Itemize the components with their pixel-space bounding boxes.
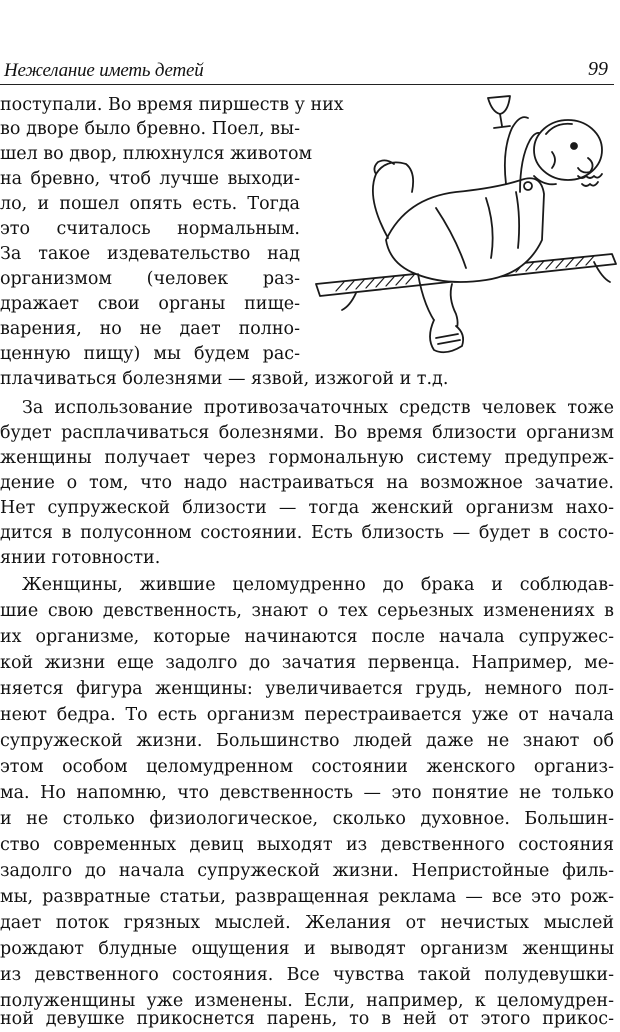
- text-line: будет расплачиваться болезнями. Во время близости организм: [0, 423, 614, 443]
- header-divider: [0, 84, 614, 85]
- text-line: это считалось нормальным.: [0, 219, 300, 239]
- text-line: ценную пищу) мы будем рас-: [0, 344, 300, 364]
- text-line: варения, но не дает полно-: [0, 319, 300, 339]
- text-line: во дворе было бревно. Поел, вы-: [0, 119, 300, 139]
- text-line: дает поток грязных мыслей. Желания от нечистых мыслей: [0, 913, 614, 933]
- text-line: шие свою девственность, знают о тех серьезных изменениях в: [0, 601, 614, 621]
- text-line: За такое издевательство над: [0, 244, 300, 264]
- text-line: ной девушке прикоснется парень, то в ней от этого прикос-: [0, 1009, 614, 1029]
- page-number: 99: [588, 58, 608, 80]
- text-line: и не столько физиологическое, сколько духовное. Большин-: [0, 809, 614, 829]
- text-line: ма. Но напомню, что девственность — это понятие не только: [0, 783, 614, 803]
- text-line: поступали. Во время пиршеств у них: [0, 95, 344, 115]
- text-line: плачиваться болезнями — язвой, изжогой и т.д.: [0, 369, 449, 389]
- text-line: янии готовности.: [0, 548, 161, 568]
- text-line: полуженщины уже изменены. Если, например, к целомудрен-: [0, 991, 614, 1011]
- text-line: рождают блудные ощущения и выводят организм женщины: [0, 939, 614, 959]
- reclining-man-drinking-illustration: [306, 88, 618, 384]
- text-line: кой жизни еще задолго до зачатия первенца. Например, ме-: [0, 653, 614, 673]
- text-line: из девственного состояния. Все чувства такой полудевушки-: [0, 965, 614, 985]
- text-line: мы, развратные статьи, развращенная реклама — все это рож-: [0, 887, 614, 907]
- text-line: женщины получает через гормональную систему предупреж-: [0, 448, 614, 468]
- text-line: этом особом целомудренном состоянии женского организ-: [0, 757, 614, 777]
- text-line: няется фигура женщины: увеличивается грудь, немного пол-: [0, 679, 614, 699]
- text-line: ло, и пошел опять есть. Тогда: [0, 194, 300, 214]
- text-line: супружеской жизни. Большинство людей даже не знают об: [0, 731, 614, 751]
- text-line: дражает свои органы пище-: [0, 294, 300, 314]
- text-line: шел во двор, плюхнулся животом: [0, 144, 313, 164]
- running-header-title: Нежелание иметь детей: [4, 60, 204, 81]
- text-line: ство современных девиц выходят из девственного состояния: [0, 835, 614, 855]
- text-line: их организме, которые начинаются после начала супружес-: [0, 627, 614, 647]
- text-line: неют бедра. То есть организм перестраивается уже от начала: [0, 705, 614, 725]
- text-line: организмом (человек раз-: [0, 269, 300, 289]
- text-line: Нет супружеской близости — тогда женский организм нахо-: [0, 498, 614, 518]
- text-line: дение о том, что надо настраиваться на возможное зачатие.: [0, 473, 614, 493]
- text-line: За использование противозачаточных средств человек тоже: [22, 398, 614, 418]
- text-line: дится в полусонном состоянии. Есть близость — будет в состо-: [0, 523, 614, 543]
- text-line: на бревно, чтоб лучше выходи-: [0, 169, 300, 189]
- text-line: Женщины, жившие целомудренно до брака и соблюдав-: [22, 575, 614, 595]
- text-line: задолго до начала супружеской жизни. Непристойные филь-: [0, 861, 614, 881]
